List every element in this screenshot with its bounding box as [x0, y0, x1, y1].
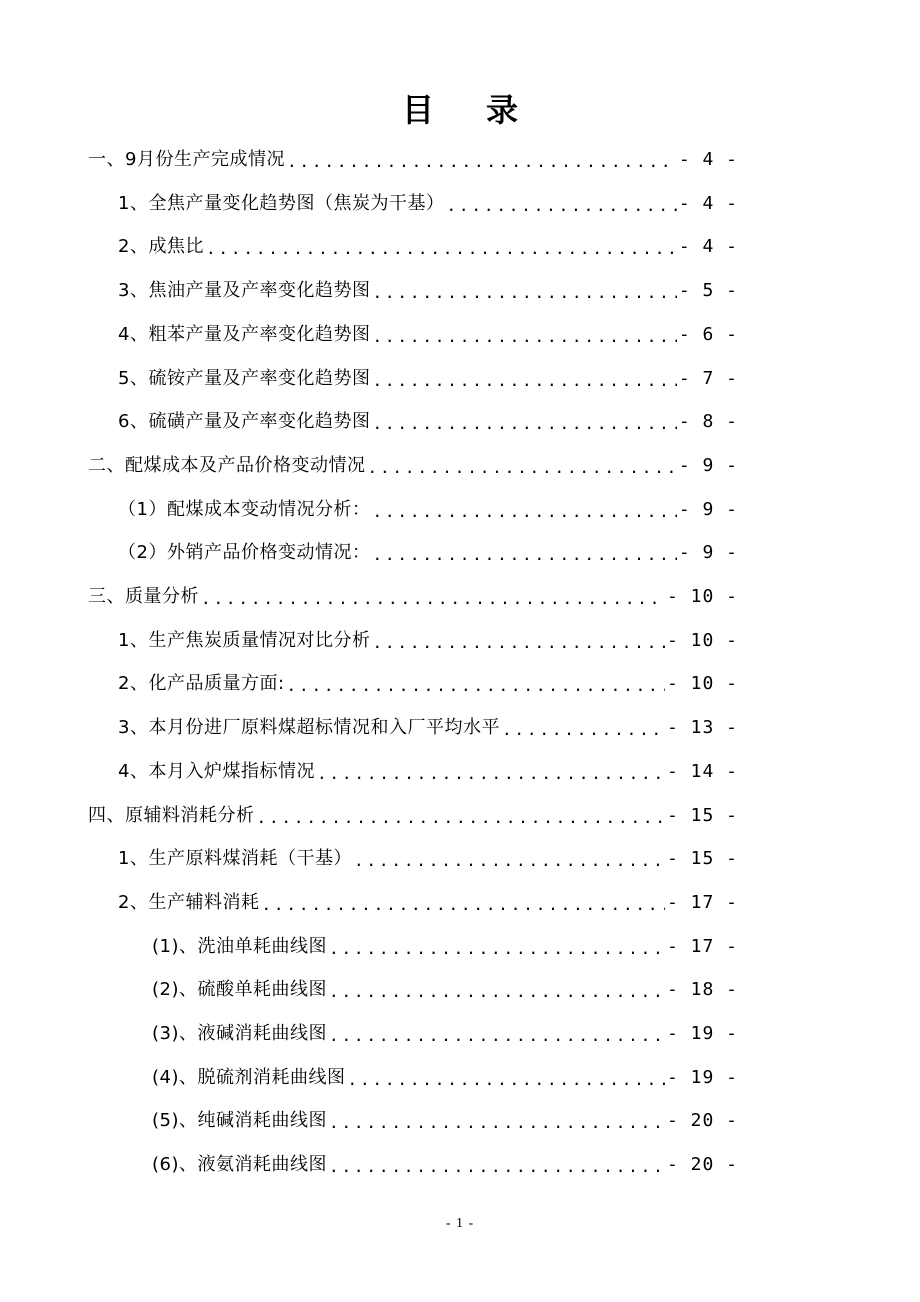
toc-entry-label: (4)、脱硫剂消耗曲线图	[152, 1066, 346, 1088]
toc-entry-page-number: - 4 -	[678, 192, 738, 214]
toc-entry-page-number: - 8 -	[678, 411, 738, 433]
toc-entry[interactable]	[88, 444, 738, 488]
toc-entry-page-number: - 6 -	[678, 323, 738, 345]
toc-entry[interactable]	[152, 1012, 738, 1056]
toc-entry-page-number: - 14 -	[666, 760, 738, 782]
dot-leader	[348, 1068, 665, 1092]
dot-leader	[372, 500, 676, 524]
toc-entry-label: (2)、硫酸单耗曲线图	[152, 979, 327, 1001]
toc-entry[interactable]	[118, 531, 738, 575]
dot-leader	[287, 150, 677, 174]
toc-entry[interactable]	[152, 1056, 738, 1100]
dot-leader	[287, 674, 665, 698]
toc-entry-page-number: - 10 -	[666, 673, 738, 695]
toc-entry-label: 2、化产品质量方面:	[118, 673, 285, 695]
toc-entry-page-number: - 15 -	[666, 848, 738, 870]
toc-entry-label: 5、硫铵产量及产率变化趋势图	[118, 367, 371, 389]
toc-entry[interactable]	[118, 619, 738, 663]
toc-entry-label: 2、生产辅料消耗	[118, 891, 260, 913]
toc-entry[interactable]	[118, 706, 738, 750]
toc-entry-page-number: - 10 -	[666, 586, 738, 607]
toc-entry-page-number: - 13 -	[666, 717, 738, 739]
dot-leader	[201, 587, 665, 611]
toc-entry-label: 6、硫磺产量及产率变化趋势图	[118, 411, 371, 433]
toc-entry-page-number: - 20 -	[666, 1110, 738, 1132]
toc-entry[interactable]	[118, 400, 738, 444]
toc-entry-page-number: - 7 -	[678, 367, 738, 389]
toc-entry-label: 四、原辅料消耗分析	[88, 804, 255, 826]
toc-entry-page-number: - 9 -	[678, 498, 738, 520]
toc-entry[interactable]	[118, 269, 738, 313]
dot-leader	[372, 631, 665, 655]
toc-entry[interactable]	[152, 925, 738, 969]
toc-entry-page-number: - 10 -	[666, 629, 738, 651]
toc-entry[interactable]	[118, 225, 738, 269]
dot-leader	[329, 980, 665, 1004]
toc-entry-page-number: - 4 -	[678, 149, 738, 170]
toc-entry-page-number: - 9 -	[678, 454, 738, 476]
toc-entry-page-number: - 5 -	[678, 280, 738, 302]
toc-entry-label: 2、成焦比	[118, 236, 204, 258]
dot-leader	[261, 893, 665, 917]
dot-leader	[317, 762, 665, 786]
toc-entry-page-number: - 20 -	[666, 1154, 738, 1176]
toc-entry-label: 二、配煤成本及产品价格变动情况	[88, 454, 366, 476]
toc-entry-label: 1、生产原料煤消耗（干基）	[118, 848, 352, 870]
dot-leader	[372, 369, 676, 393]
toc-entry[interactable]	[118, 750, 738, 794]
toc-entry-page-number: - 19 -	[666, 1023, 738, 1044]
toc-entry-label: 3、焦油产量及产率变化趋势图	[118, 280, 371, 302]
dot-leader	[329, 1155, 665, 1179]
toc-entry-label: 4、本月入炉煤指标情况	[118, 760, 315, 782]
dot-leader	[372, 543, 676, 567]
toc-entry-label: (3)、液碱消耗曲线图	[152, 1023, 327, 1044]
toc-entry-page-number: - 15 -	[666, 804, 738, 826]
toc-entry-label: (6)、液氨消耗曲线图	[152, 1154, 327, 1176]
dot-leader	[502, 718, 665, 742]
toc-entry-label: 三、质量分析	[88, 586, 199, 607]
toc-entry[interactable]	[88, 575, 738, 619]
dot-leader	[257, 806, 665, 830]
toc-entry-page-number: - 17 -	[666, 935, 738, 957]
toc-title: 目录	[401, 91, 570, 129]
toc-entry[interactable]	[88, 138, 738, 182]
toc-entry[interactable]	[152, 1143, 738, 1187]
page-number: - 1 -	[445, 1216, 475, 1231]
dot-leader	[372, 281, 676, 305]
toc-entry[interactable]	[118, 488, 738, 532]
dot-leader	[329, 937, 665, 961]
dot-leader	[372, 412, 676, 436]
toc-entry-page-number: - 19 -	[666, 1066, 738, 1088]
toc-entry[interactable]	[152, 968, 738, 1012]
dot-leader	[372, 325, 676, 349]
toc-entry-page-number: - 18 -	[666, 979, 738, 1001]
dot-leader	[446, 194, 676, 218]
dot-leader	[329, 1111, 665, 1135]
toc-entry[interactable]	[118, 837, 738, 881]
dot-leader	[206, 237, 677, 261]
toc-entry[interactable]	[118, 662, 738, 706]
toc-entry-page-number: - 9 -	[678, 542, 738, 564]
toc-entry[interactable]	[152, 1099, 738, 1143]
toc-entry-page-number: - 17 -	[666, 891, 738, 913]
toc-entry-label: （2）外销产品价格变动情况：	[118, 542, 371, 564]
toc-entry-label: 1、生产焦炭质量情况对比分析	[118, 629, 371, 651]
dot-leader	[368, 456, 677, 480]
toc-entry[interactable]	[118, 881, 738, 925]
toc-entry[interactable]	[118, 357, 738, 401]
toc-entry-page-number: - 4 -	[678, 236, 738, 258]
toc-entry-label: 3、本月份进厂原料煤超标情况和入厂平均水平	[118, 717, 500, 739]
toc-entry[interactable]	[118, 313, 738, 357]
toc-entry-label: （1）配煤成本变动情况分析：	[118, 498, 371, 520]
toc-entry-label: 一、9月份生产完成情况	[88, 149, 285, 170]
toc-entry-label: (1)、洗油单耗曲线图	[152, 935, 327, 957]
toc-entry-label: 4、粗苯产量及产率变化趋势图	[118, 323, 371, 345]
toc-entry-label: (5)、纯碱消耗曲线图	[152, 1110, 327, 1132]
toc-entry-label: 1、全焦产量变化趋势图（焦炭为干基）	[118, 192, 445, 214]
dot-leader	[354, 849, 665, 873]
dot-leader	[329, 1024, 665, 1048]
toc-entry[interactable]	[88, 794, 738, 838]
toc-entry[interactable]	[118, 182, 738, 226]
